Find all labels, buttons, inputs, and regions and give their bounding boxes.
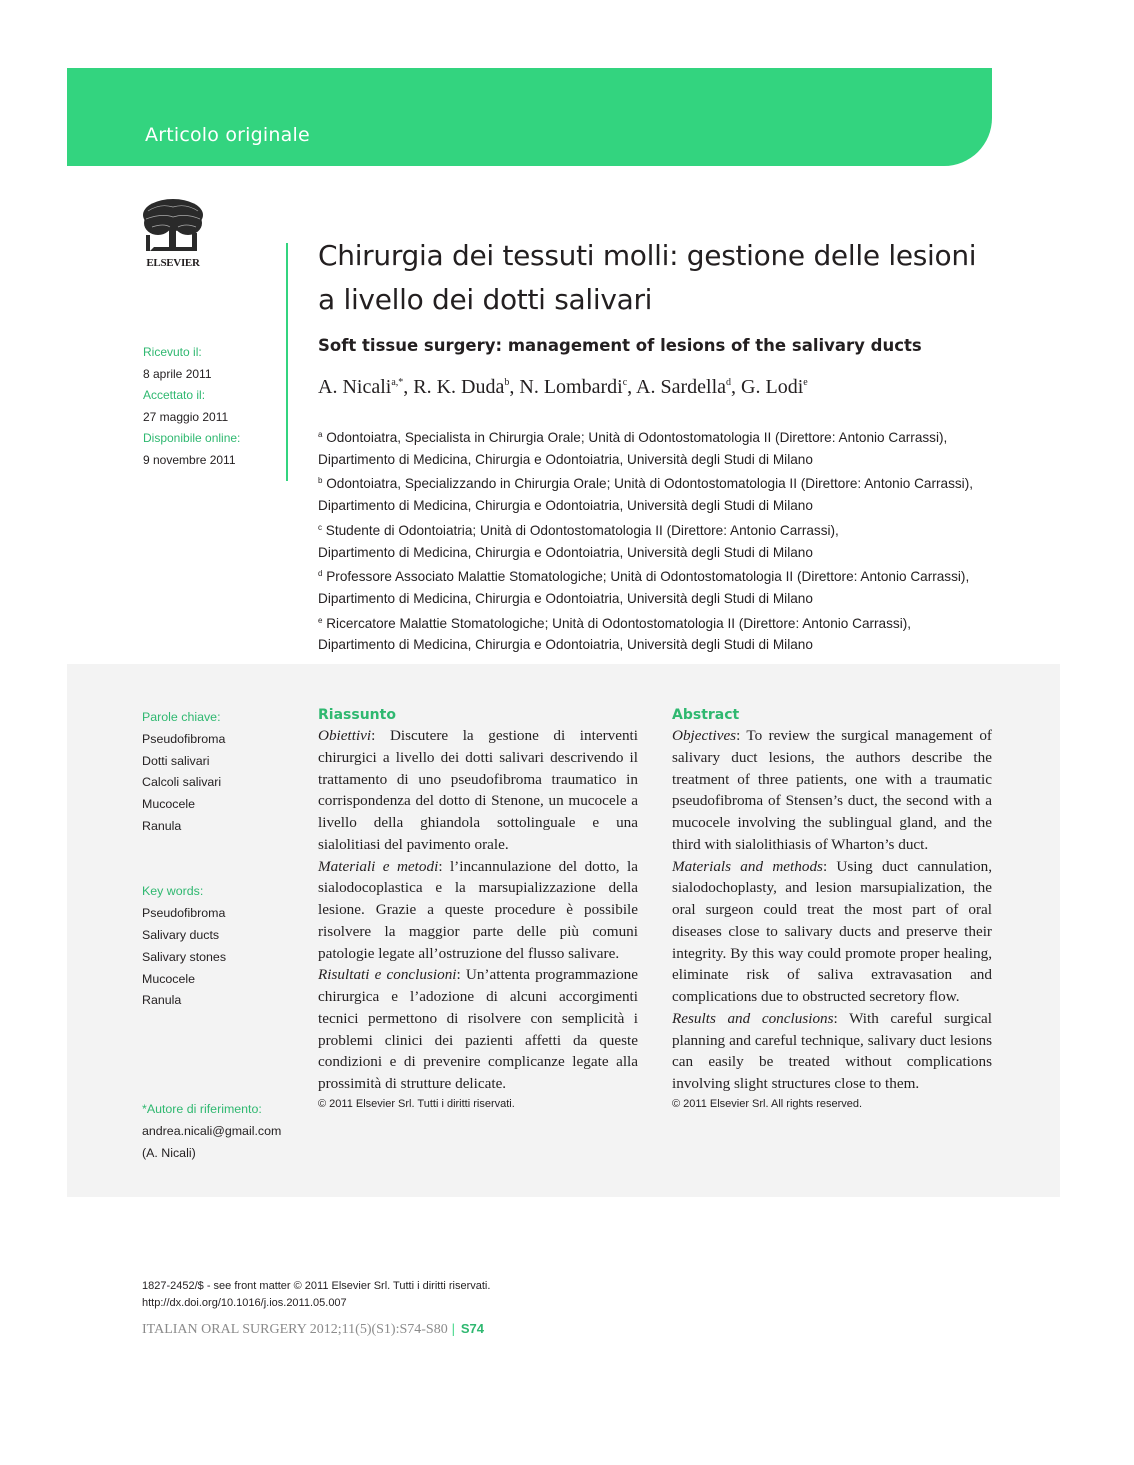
riassunto-column — [318, 705, 638, 1110]
keyword: Pseudofibroma — [142, 906, 226, 921]
article-subtitle: Soft tissue surgery: management of lesions of the salivary ducts — [318, 336, 922, 355]
affiliation-item: $^b$ Odontoiatra, Specializzando in Chirurgia Orale; Unità di Odontostomatologia II (Direttore: Antonio Carrassi), Dipartimento di Medicina, Chirurgia e Odontoiatria, Università degli Studi di Milano — [318, 476, 974, 514]
riassunto-body: Obiettivi: Discutere la gestione di interventi chirurgici a livello dei dotti salivari descrivendo il trattamento di uno pseudofibroma traumatico in corrispondenza del dotto di Stenone, un mucocele a livello della ghiandola sottolinguale e una sialolitiasi del pavimento orale. Materiali e metodi: l’incannulazione del dotto, la sialodocoplastica e la marsupializzazione della lesione. Grazie a queste procedure è possibile risolvere la maggior parte delle più comuni patologie legate all’ostruzione del flusso salivare. Risultati e conclusioni: Un’attenta programmazione chirurgica e l’adozione di alcuni accorgimenti tecnici permettono di risolvere con semplicità i problemi clinici dei pazienti affetti da queste condizioni e di prevenire complicanze legate alla prossimità di strutture delicate. — [318, 727, 638, 1092]
page-number: S74 — [460, 1321, 484, 1336]
section-banner — [67, 68, 992, 166]
abstract-heading: Abstract — [672, 707, 740, 723]
riassunto-heading: Riassunto — [318, 707, 396, 723]
corresponding-author-label: *Autore di riferimento: — [142, 1102, 262, 1117]
affiliations — [318, 424, 1008, 656]
journal-citation — [142, 1321, 484, 1338]
affiliation-item: $^c$ Studente di Odontoiatria; Unità di Odontostomatologia II (Direttore: Antonio Carrassi), Dipartimento di Medicina, Chirurgia e Odontoiatria, Università degli Studi di Milano — [318, 522, 839, 560]
keyword: Ranula — [142, 993, 182, 1008]
issn-line: 1827-2452/$ - see front matter © 2011 Elsevier Srl. Tutti i diritti riservati. — [142, 1280, 491, 1292]
affiliation-item: $^a$ Odontoiatra, Specialista in Chirurgia Orale; Unità di Odontostomatologia II (Direttore: Antonio Carrassi), Dipartimento di Medicina, Chirurgia e Odontoiatria, Università degli Studi di Milano — [318, 430, 948, 467]
keyword: Salivary stones — [142, 949, 227, 964]
author: N. Lombardi$^c$, — [519, 376, 637, 398]
keyword: Mucocele — [142, 797, 196, 812]
author: A. Sardella$^d$, — [636, 376, 742, 398]
vertical-divider — [286, 243, 288, 481]
keyword: Pseudofibroma — [142, 731, 226, 746]
section-label: Articolo originale — [145, 124, 310, 146]
received-label: Ricevuto il: — [143, 345, 202, 359]
footer-separator: | — [451, 1322, 455, 1337]
keywords-column — [142, 707, 281, 1165]
keywords-it-label: Parole chiave: — [142, 710, 221, 724]
accepted-label: Accettato il: — [143, 388, 206, 403]
keyword: Mucocele — [142, 971, 196, 986]
journal-reference: ITALIAN ORAL SURGERY 2012;11(5)(S1):S74-S80 — [142, 1322, 448, 1337]
affiliation-item: $^d$ Professore Associato Malattie Stomatologiche; Unità di Odontostomatologia II (Direttore: Antonio Carrassi), Dipartimento di Medicina, Chirurgia e Odontoiatria, Università degli Studi di Milano — [318, 569, 970, 606]
author-list — [318, 376, 808, 399]
author: A. Nicali$^{a,*}$, — [318, 376, 414, 398]
footer-meta — [142, 1278, 490, 1312]
title-line-2: a livello dei dotti salivari — [318, 283, 653, 316]
keywords-en-label: Key words: — [142, 884, 204, 899]
accepted-date: 27 maggio 2011 — [143, 409, 229, 424]
abstract-body: Objectives: To review the surgical management of salivary duct lesions, the authors describe the treatment of three patients, one with a traumatic pseudofibroma of Stensen’s duct, the second with a mucocele involving the sublingual gland, and the third with sialolithiasis of Wharton’s duct. Materials and methods: Using duct cannulation, sialodochoplasty, and lesion marsupialization, the oral surgeon could treat the most part of oral diseases close to salivary ducts and preserve their integrity. By this way could promote proper healing, eliminate risk of saliva extravasation and complications due to obstructed secretory flow. Results and conclusions: With careful surgical planning and careful technique, salivary duct lesions can easily be treated without complications involving slight structures close to them. — [672, 727, 992, 1092]
keyword: Calcoli salivari — [142, 775, 222, 790]
article-dates — [143, 342, 240, 472]
author: R. K. Duda$^b$, — [413, 376, 520, 398]
doi-link[interactable]: http://dx.doi.org/10.1016/j.ios.2011.05.007 — [142, 1297, 347, 1309]
received-date: 8 aprile 2011 — [143, 366, 212, 381]
keyword: Ranula — [142, 818, 182, 833]
abstract-copyright: © 2011 Elsevier Srl. All rights reserved. — [672, 1097, 863, 1110]
abstract-column — [672, 705, 992, 1110]
online-date: 9 novembre 2011 — [143, 452, 236, 467]
riassunto-copyright: © 2011 Elsevier Srl. Tutti i diritti riservati. — [318, 1097, 515, 1110]
article-title — [318, 234, 998, 322]
author: G. Lodi$^e$ — [741, 376, 808, 398]
keyword: Dotti salivari — [142, 753, 210, 768]
corresponding-name: (A. Nicali) — [142, 1145, 196, 1160]
title-line-1: Chirurgia dei tessuti molli: gestione delle lesioni — [318, 239, 977, 272]
affiliation-item: $^e$ Ricercatore Malattie Stomatologiche; Unità di Odontostomatologia II (Direttore: Antonio Carrassi), Dipartimento di Medicina, Chirurgia e Odontoiatria, Università degli Studi di Milano — [318, 615, 912, 653]
online-label: Disponibile online: — [143, 431, 241, 446]
keyword: Salivary ducts — [142, 927, 220, 942]
corresponding-email[interactable]: andrea.nicali@gmail.com — [142, 1123, 282, 1138]
elsevier-wordmark: ELSEVIER — [146, 257, 200, 269]
